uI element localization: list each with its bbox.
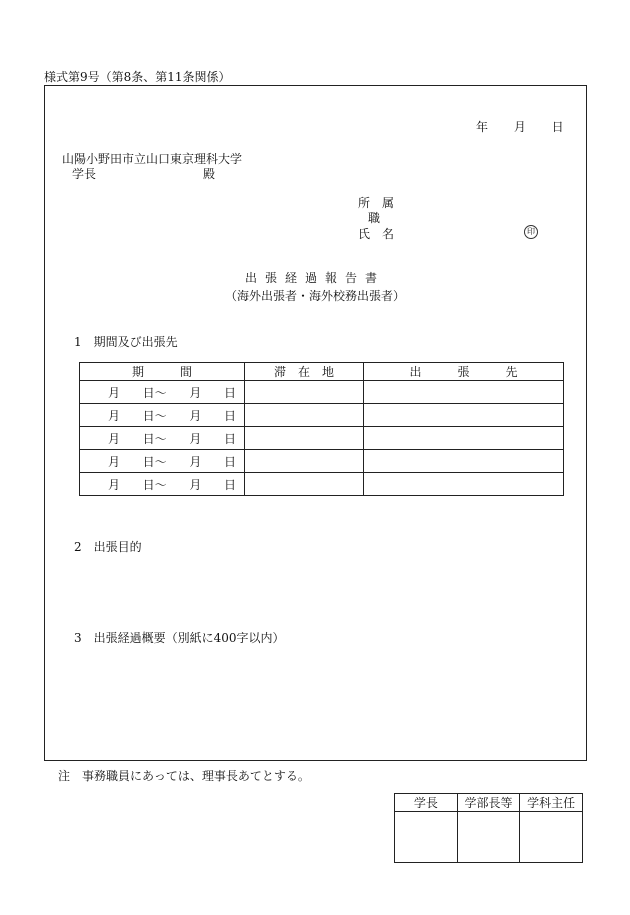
start-month: 月 bbox=[108, 431, 121, 446]
end-day: 日 bbox=[223, 408, 236, 423]
end-day: 日 bbox=[223, 431, 236, 446]
recipient-honorific: 殿 bbox=[203, 167, 216, 181]
column-header-destination: 出 張 先 bbox=[364, 363, 564, 381]
recipient-president: 学長 bbox=[72, 167, 97, 181]
end-day: 日 bbox=[223, 385, 236, 400]
end-month: 月 bbox=[189, 385, 202, 400]
period-cell[interactable] bbox=[80, 427, 245, 450]
section2-heading: 2 出張目的 bbox=[74, 540, 142, 554]
approval-stamp-dept-head[interactable] bbox=[520, 812, 583, 863]
table-row bbox=[80, 473, 564, 496]
section3-heading: 3 出張経過概要（別紙に400字以内） bbox=[74, 631, 285, 645]
end-month: 月 bbox=[189, 431, 202, 446]
approval-header-president: 学長 bbox=[395, 794, 458, 812]
destination-cell[interactable] bbox=[364, 404, 564, 427]
destination-cell[interactable] bbox=[364, 473, 564, 496]
start-day: 日～ bbox=[142, 385, 167, 400]
seal-mark-icon: 印 bbox=[524, 225, 538, 239]
recipient-university: 山陽小野田市立山口東京理科大学 bbox=[62, 152, 243, 166]
end-day: 日 bbox=[223, 454, 236, 469]
start-month: 月 bbox=[108, 408, 121, 423]
end-month: 月 bbox=[189, 408, 202, 423]
period-cell[interactable] bbox=[80, 404, 245, 427]
stay-location-cell[interactable] bbox=[245, 404, 364, 427]
end-day: 日 bbox=[223, 477, 236, 492]
date-line: 年 月 日 bbox=[476, 120, 564, 134]
approval-stamp-president[interactable] bbox=[395, 812, 458, 863]
period-cell[interactable] bbox=[80, 473, 245, 496]
period-destination-table bbox=[79, 362, 564, 496]
column-header-stay-location: 滞 在 地 bbox=[245, 363, 364, 381]
start-day: 日～ bbox=[142, 454, 167, 469]
column-header-period: 期 間 bbox=[80, 363, 245, 381]
approval-stamp-dean[interactable] bbox=[457, 812, 520, 863]
approval-stamp-row bbox=[395, 812, 583, 863]
table-row bbox=[80, 381, 564, 404]
name-label: 氏 名 bbox=[358, 227, 395, 241]
section1-heading: 1 期間及び出張先 bbox=[74, 335, 178, 349]
footnote: 注 事務職員にあっては、理事長あてとする。 bbox=[58, 769, 310, 783]
period-cell[interactable] bbox=[80, 450, 245, 473]
affiliation-label: 所 属 bbox=[358, 196, 395, 210]
stay-location-cell[interactable] bbox=[245, 381, 364, 404]
end-month: 月 bbox=[189, 477, 202, 492]
position-label: 職 bbox=[368, 211, 381, 225]
approval-stamp-table bbox=[394, 793, 583, 863]
table-row bbox=[80, 404, 564, 427]
start-day: 日～ bbox=[142, 477, 167, 492]
destination-cell[interactable] bbox=[364, 427, 564, 450]
approval-header-dept-head: 学科主任 bbox=[520, 794, 583, 812]
destination-cell[interactable] bbox=[364, 381, 564, 404]
destination-cell[interactable] bbox=[364, 450, 564, 473]
stay-location-cell[interactable] bbox=[245, 450, 364, 473]
table-header-row bbox=[80, 363, 564, 381]
start-month: 月 bbox=[108, 477, 121, 492]
stay-location-cell[interactable] bbox=[245, 427, 364, 450]
form-number: 様式第9号（第8条、第11条関係） bbox=[44, 70, 231, 84]
start-day: 日～ bbox=[142, 431, 167, 446]
start-day: 日～ bbox=[142, 408, 167, 423]
stay-location-cell[interactable] bbox=[245, 473, 364, 496]
period-cell[interactable] bbox=[80, 381, 245, 404]
start-month: 月 bbox=[108, 385, 121, 400]
approval-header-dean: 学部長等 bbox=[457, 794, 520, 812]
report-title: 出張経過報告書 bbox=[244, 271, 385, 285]
report-subtitle: （海外出張者・海外校務出張者） bbox=[224, 289, 405, 303]
table-row bbox=[80, 427, 564, 450]
end-month: 月 bbox=[189, 454, 202, 469]
table-row bbox=[80, 450, 564, 473]
start-month: 月 bbox=[108, 454, 121, 469]
approval-header-row bbox=[395, 794, 583, 812]
